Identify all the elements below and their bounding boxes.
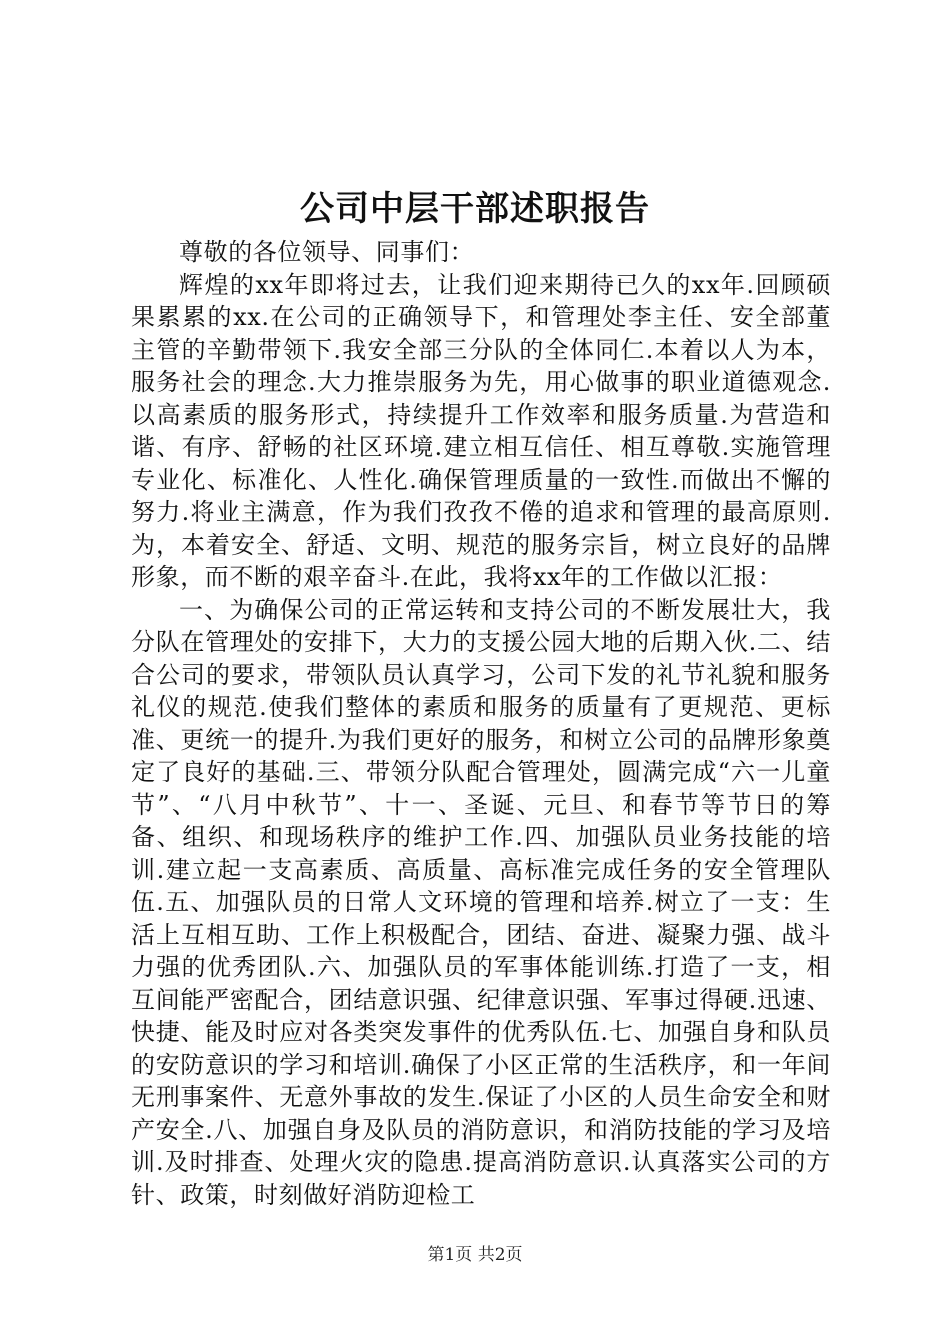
salutation-paragraph: 尊敬的各位领导、同事们： [179, 238, 475, 266]
document-title: 公司中层干部述职报告 [300, 189, 650, 229]
intro-paragraph: 辉煌的xx年即将过去，让我们迎来期待已久的xx年.回顾硕果累累的xx.在公司的正确领导下，和管理处李主任、安全部董主管的辛勤带领下.我安全部三分队的全体同仁.本着以人为本，服务社会的理念.大力推崇服务为先，用心做事的职业道德观念.以高素质的服务形式，持续提升工作效率和服务质量.为营造和谐、有序、舒畅的社区环境.建立相互信任、相互尊敬.实施管理专业化、标准化、人性化.确保管理质量的一致性.而做出不懈的努力.将业主满意，作为我们孜孜不倦的追求和管理的最高原则.为，本着安全、舒适、文明、规范的服务宗旨，树立良好的品牌形象，而不断的艰辛奋斗.在此，我将xx年的工作做以汇报： [131, 270, 831, 591]
page-number-footer: 第1页 共2页 [427, 1245, 523, 1265]
document-body [131, 236, 831, 1211]
work-summary-paragraph: 一、为确保公司的正常运转和支持公司的不断发展壮大，我分队在管理处的安排下，大力的支援公园大地的后期入伙.二、结合公司的要求，带领队员认真学习，公司下发的礼节礼貌和服务礼仪的规范.使我们整体的素质和服务的质量有了更规范、更标准、更统一的提升.为我们更好的服务，和树立公司的品牌形象奠定了良好的基础.三、带领分队配合管理处，圆满完成“六一儿童节”、“八月中秋节”、十一、圣诞、元旦、和春节等节日的筹备、组织、和现场秩序的维护工作.四、加强队员业务技能的培训.建立起一支高素质、高质量、高标准完成任务的安全管理队伍.五、加强队员的日常人文环境的管理和培养.树立了一支：生活上互相互助、工作上积极配合，团结、奋进、凝聚力强、战斗力强的优秀团队.六、加强队员的军事体能训练.打造了一支，相互间能严密配合，团结意识强、纪律意识强、军事过得硬.迅速、快捷、能及时应对各类突发事件的优秀队伍.七、加强自身和队员的安防意识的学习和培训.确保了小区正常的生活秩序，和一年间无刑事案件、无意外事故的发生.保证了小区的人员生命安全和财产安全.八、加强自身及队员的消防意识，和消防技能的学习及培训.及时排查、处理火灾的隐患.提高消防意识.认真落实公司的方针、政策，时刻做好消防迎检工 [131, 595, 831, 1209]
